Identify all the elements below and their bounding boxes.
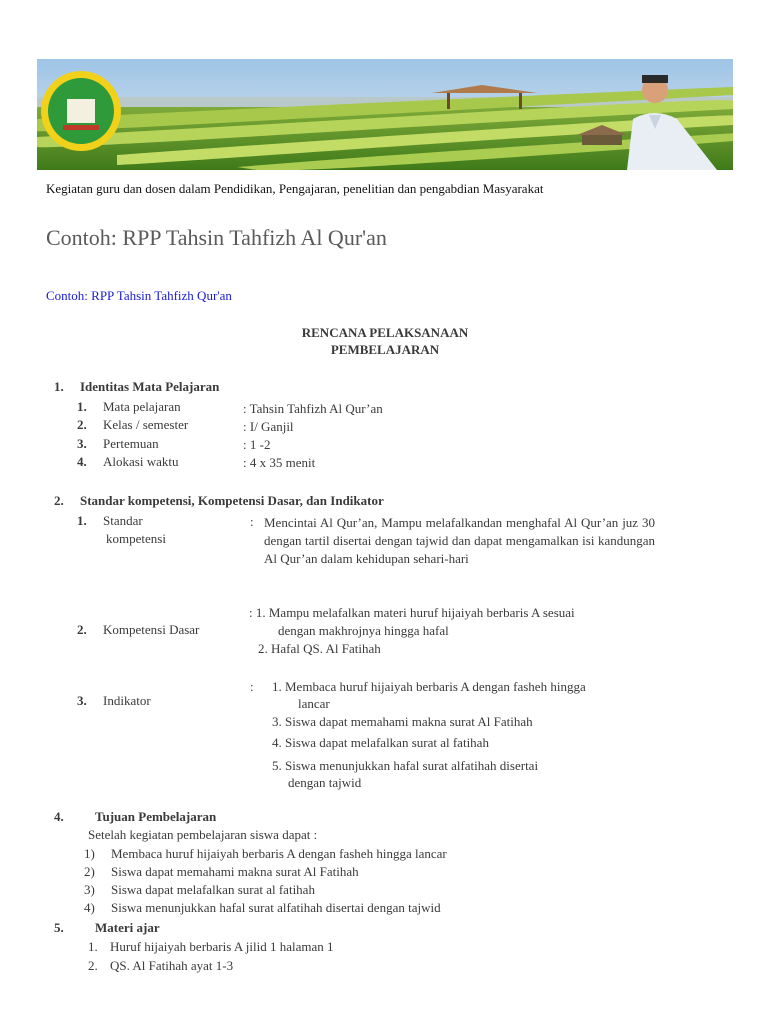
kd-item-1-line-2: dengan makhrojnya hingga hafal xyxy=(278,623,449,638)
objective-number: 1) xyxy=(84,846,95,861)
objective-number: 3) xyxy=(84,882,95,897)
section-5-title: Materi ajar xyxy=(95,920,160,935)
identity-row-number: 3. xyxy=(77,436,87,451)
section-2-number: 2. xyxy=(54,493,64,508)
material-text: Huruf hijaiyah berbaris A jilid 1 halaman 1 xyxy=(110,939,334,954)
indikator-item-4-line-1: 5. Siswa menunjukkan hafal surat alfatihah disertai xyxy=(272,758,539,773)
kd-label: Kompetensi Dasar xyxy=(103,622,200,637)
section-4-intro: Setelah kegiatan pembelajaran siswa dapat : xyxy=(88,827,318,842)
identity-row-number: 1. xyxy=(77,399,87,414)
objective-text: Siswa dapat melafalkan surat al fatihah xyxy=(111,882,315,897)
objective-number: 2) xyxy=(84,864,95,879)
identity-row-label: Mata pelajaran xyxy=(103,399,181,414)
material-number: 2. xyxy=(88,958,98,973)
identity-row-number: 4. xyxy=(77,454,87,469)
page-title: Contoh: RPP Tahsin Tahfizh Al Qur'an xyxy=(46,225,387,250)
indikator-item-1-line-1: 1. Membaca huruf hijaiyah berbaris A dengan fasheh hingga xyxy=(272,679,586,694)
indikator-item-1-line-2: lancar xyxy=(298,696,330,711)
indikator-item-4-line-2: dengan tajwid xyxy=(288,775,362,790)
identity-row-value: : 1 -2 xyxy=(243,437,271,452)
section-2-title: Standar kompetensi, Kompetensi Dasar, dan Indikator xyxy=(80,493,384,508)
doc-heading-line1: RENCANA PELAKSANAAN xyxy=(301,325,469,340)
doc-heading-line2: PEMBELAJARAN xyxy=(330,342,440,357)
indikator-number: 3. xyxy=(77,693,87,708)
section-5-number: 5. xyxy=(54,920,64,935)
section-1-number: 1. xyxy=(54,379,64,394)
indikator-item-3: 4. Siswa dapat melafalkan surat al fatihah xyxy=(272,735,489,750)
identity-row-value: : 4 x 35 menit xyxy=(243,455,316,470)
section-4-number: 4. xyxy=(54,809,64,824)
sk-number: 1. xyxy=(77,513,87,528)
article-link[interactable]: Contoh: RPP Tahsin Tahfizh Qur'an xyxy=(46,288,232,303)
objective-text: Siswa dapat memahami makna surat Al Fatihah xyxy=(111,864,359,879)
identity-row-value: : I/ Ganjil xyxy=(243,419,294,434)
objective-text: Membaca huruf hijaiyah berbaris A dengan fasheh hingga lancar xyxy=(111,846,447,861)
banner-image xyxy=(37,59,733,170)
material-number: 1. xyxy=(88,939,98,954)
kd-item-1-line-1: : 1. Mampu melafalkan materi huruf hijaiyah berbaris A sesuai xyxy=(249,605,575,620)
identity-row-label: Alokasi waktu xyxy=(103,454,179,469)
indikator-colon: : xyxy=(250,679,254,694)
identity-row-label: Kelas / semester xyxy=(103,417,189,432)
identity-row-number: 2. xyxy=(77,417,87,432)
section-4-title: Tujuan Pembelajaran xyxy=(95,809,217,824)
identity-row-label: Pertemuan xyxy=(103,436,159,451)
material-text: QS. Al Fatihah ayat 1-3 xyxy=(110,958,234,973)
indikator-item-2: 3. Siswa dapat memahami makna surat Al Fatihah xyxy=(272,714,533,729)
identity-row-value: : Tahsin Tahfizh Al Qur’an xyxy=(243,401,383,416)
sk-label: kompetensi xyxy=(106,531,166,546)
kd-item-2: 2. Hafal QS. Al Fatihah xyxy=(258,641,381,656)
sk-label: Standar xyxy=(103,513,143,528)
sk-colon: : xyxy=(250,514,254,529)
kd-number: 2. xyxy=(77,622,87,637)
indikator-label: Indikator xyxy=(103,693,151,708)
sk-text: Mencintai Al Qur’an, Mampu melafalkandan menghafal Al Qur’an juz 30 dengan tartil disertai dengan tajwid dan dapat mengamalkan isi kandungan Al Qur’an dalam kehidupan sehari-hari xyxy=(264,515,655,566)
section-1-title: Identitas Mata Pelajaran xyxy=(80,379,220,394)
site-tagline: Kegiatan guru dan dosen dalam Pendidikan, Pengajaran, penelitian dan pengabdian Masyarakat xyxy=(46,181,544,196)
header-banner xyxy=(37,59,733,170)
objective-number: 4) xyxy=(84,900,95,915)
objective-text: Siswa menunjukkan hafal surat alfatihah disertai dengan tajwid xyxy=(111,900,441,915)
